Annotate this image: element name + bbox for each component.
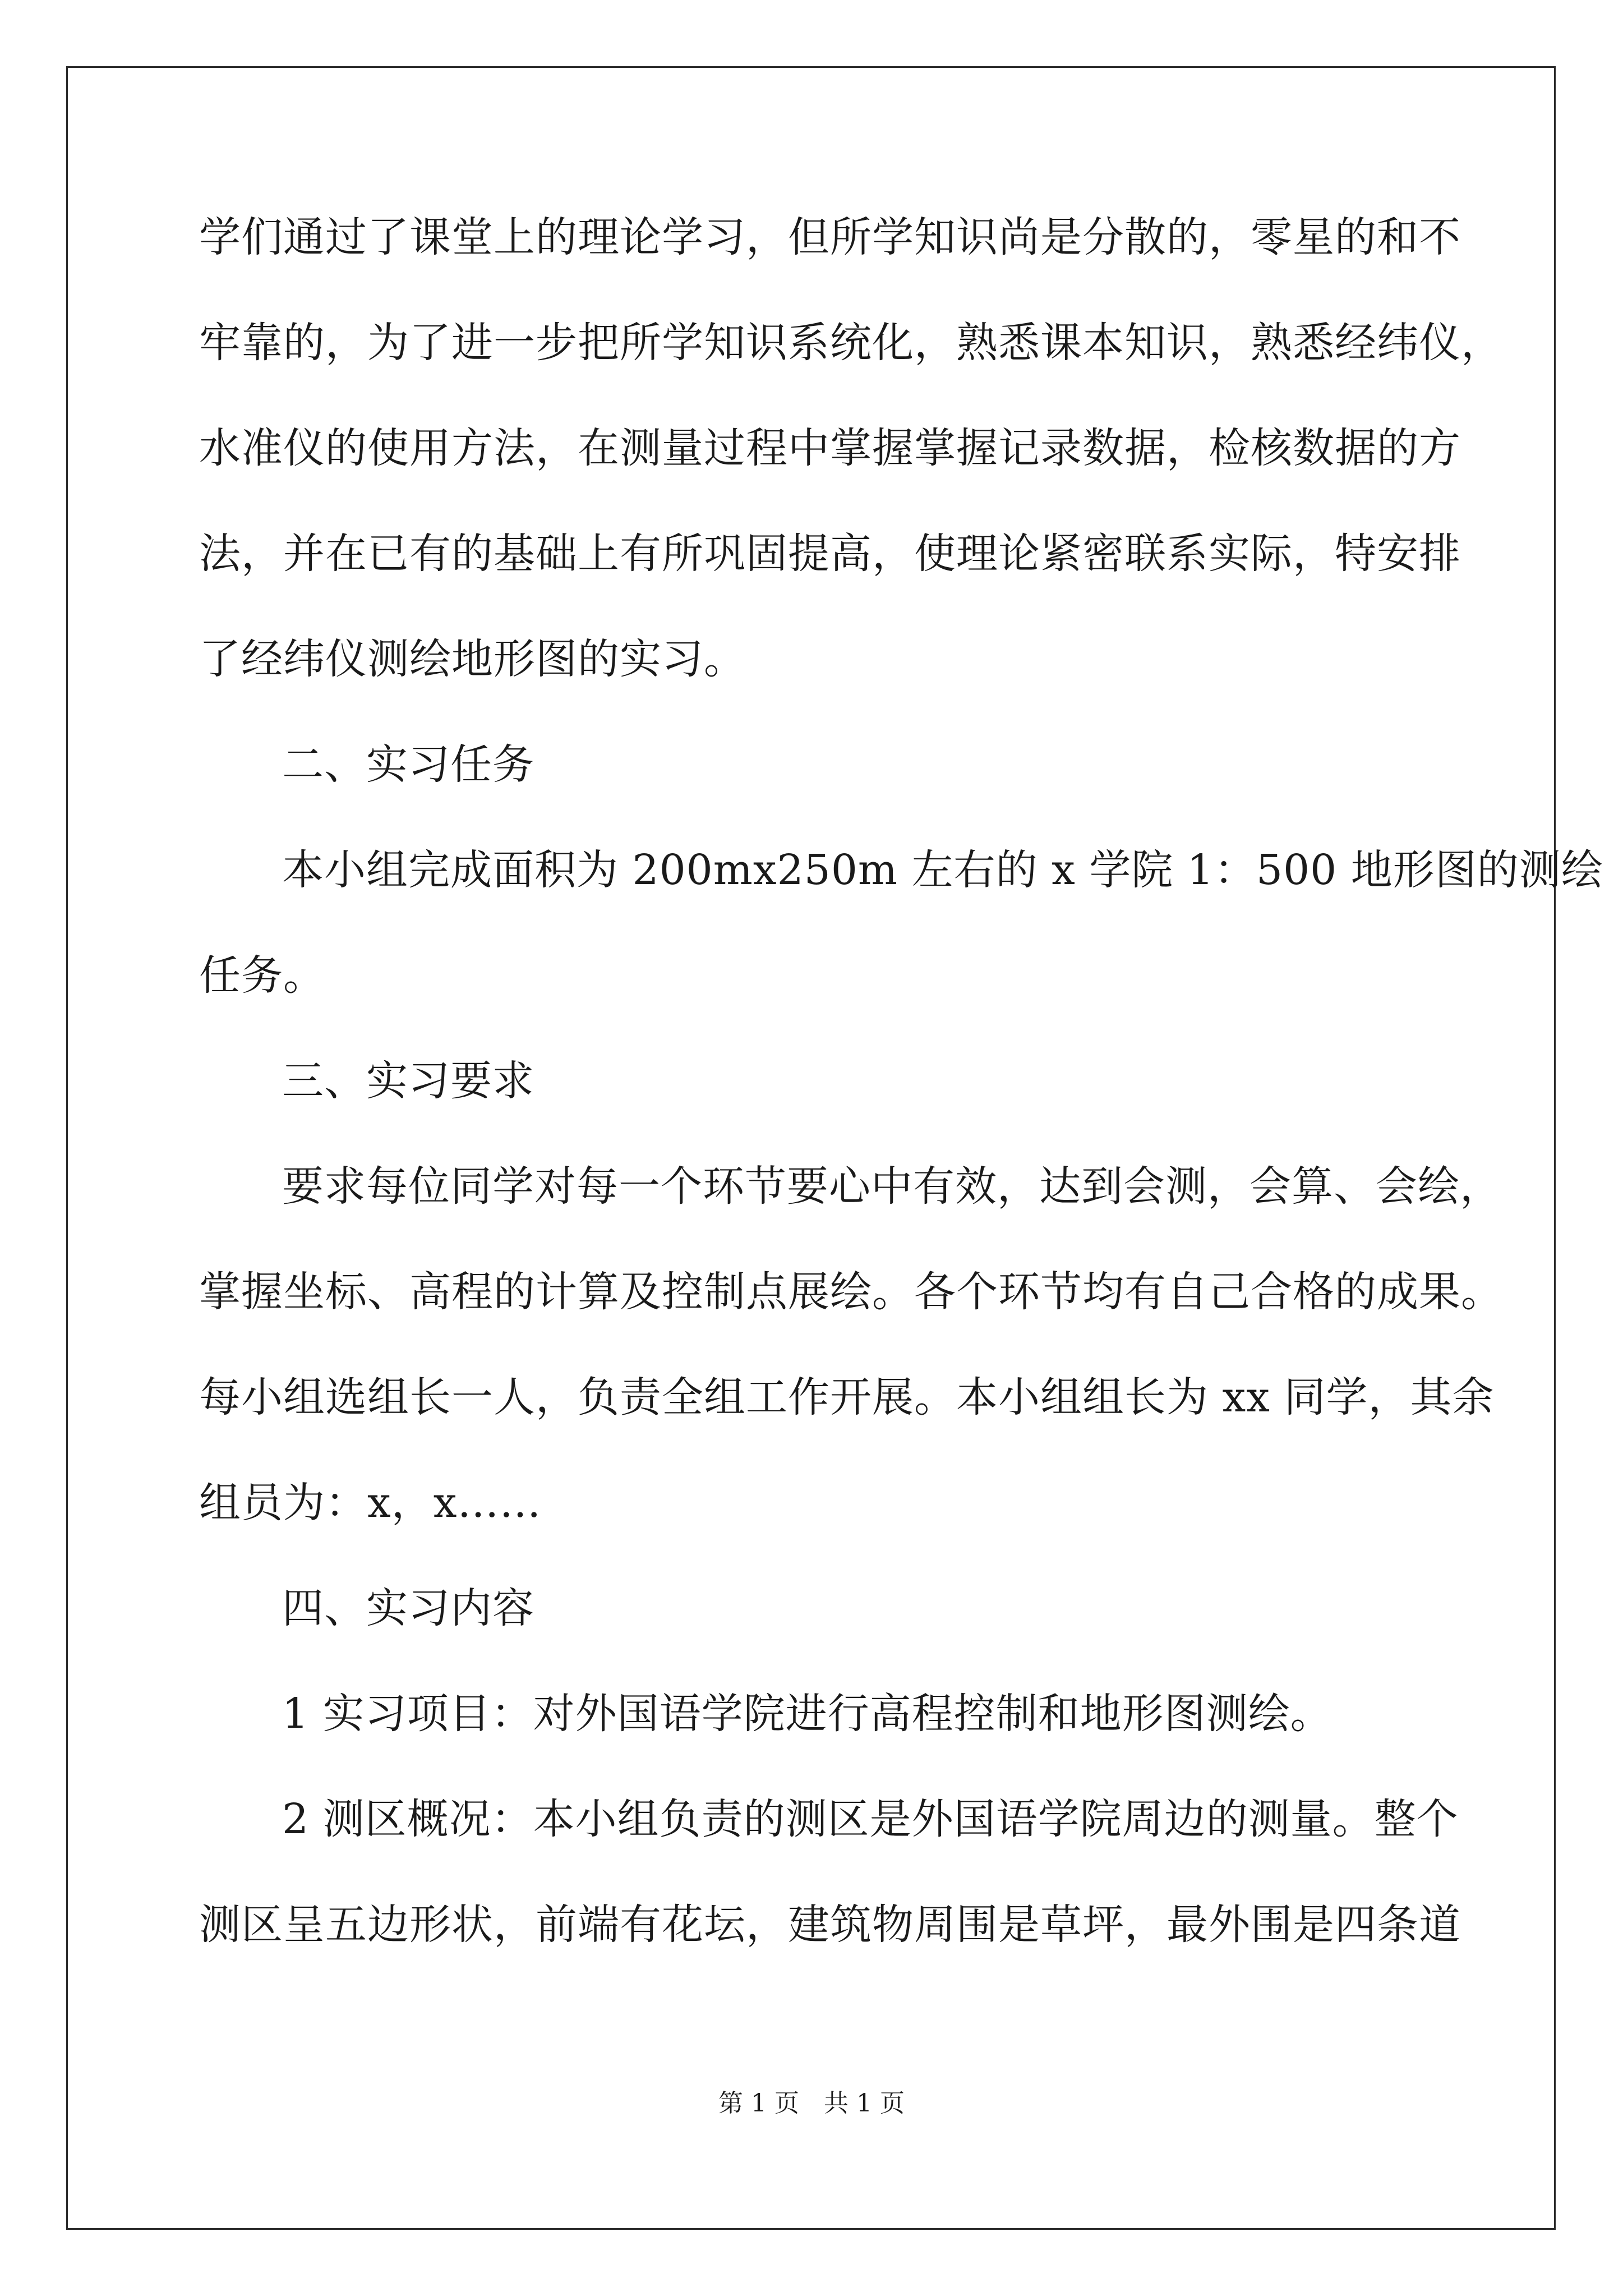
paragraph-line: 组员为：x，x……: [199, 1479, 542, 1527]
paragraph-line: 学们通过了课堂上的理论学习，但所学知识尚是分散的，零星的和不: [199, 213, 1461, 261]
paragraph-line: 水准仪的使用方法，在测量过程中掌握掌握记录数据，检核数据的方: [199, 424, 1461, 472]
section-heading: 四、实习内容: [282, 1584, 534, 1632]
paragraph-line: 任务。: [199, 951, 325, 1000]
paragraph-line: 1 实习项目：对外国语学院进行高程控制和地形图测绘。: [282, 1690, 1332, 1738]
paragraph-line: 每小组选组长一人，负责全组工作开展。本小组组长为 xx 同学，其余: [199, 1373, 1495, 1421]
paragraph-line: 法，并在已有的基础上有所巩固提高，使理论紧密联系实际，特安排: [199, 530, 1461, 578]
page-number-footer: 第 1 页 共 1 页: [718, 2089, 905, 2118]
paragraph-line: 了经纬仪测绘地形图的实习。: [199, 635, 746, 683]
paragraph-line: 要求每位同学对每一个环节要心中有效，达到会测，会算、会绘，: [282, 1162, 1502, 1211]
section-heading: 三、实习要求: [282, 1057, 534, 1105]
paragraph-line: 2 测区概况：本小组负责的测区是外国语学院周边的测量。整个: [282, 1795, 1459, 1843]
paragraph-line: 牢靠的，为了进一步把所学知识系统化，熟悉课本知识，熟悉经纬仪，: [199, 319, 1503, 367]
paragraph-line: 掌握坐标、高程的计算及控制点展绘。各个环节均有自己合格的成果。: [199, 1268, 1503, 1316]
paragraph-line: 本小组完成面积为 200mx250m 左右的 x 学院 1：500 地形图的测绘: [282, 846, 1603, 894]
paragraph-line: 测区呈五边形状，前端有花坛，建筑物周围是草坪，最外围是四条道: [199, 1901, 1461, 1949]
section-heading: 二、实习任务: [282, 740, 534, 789]
